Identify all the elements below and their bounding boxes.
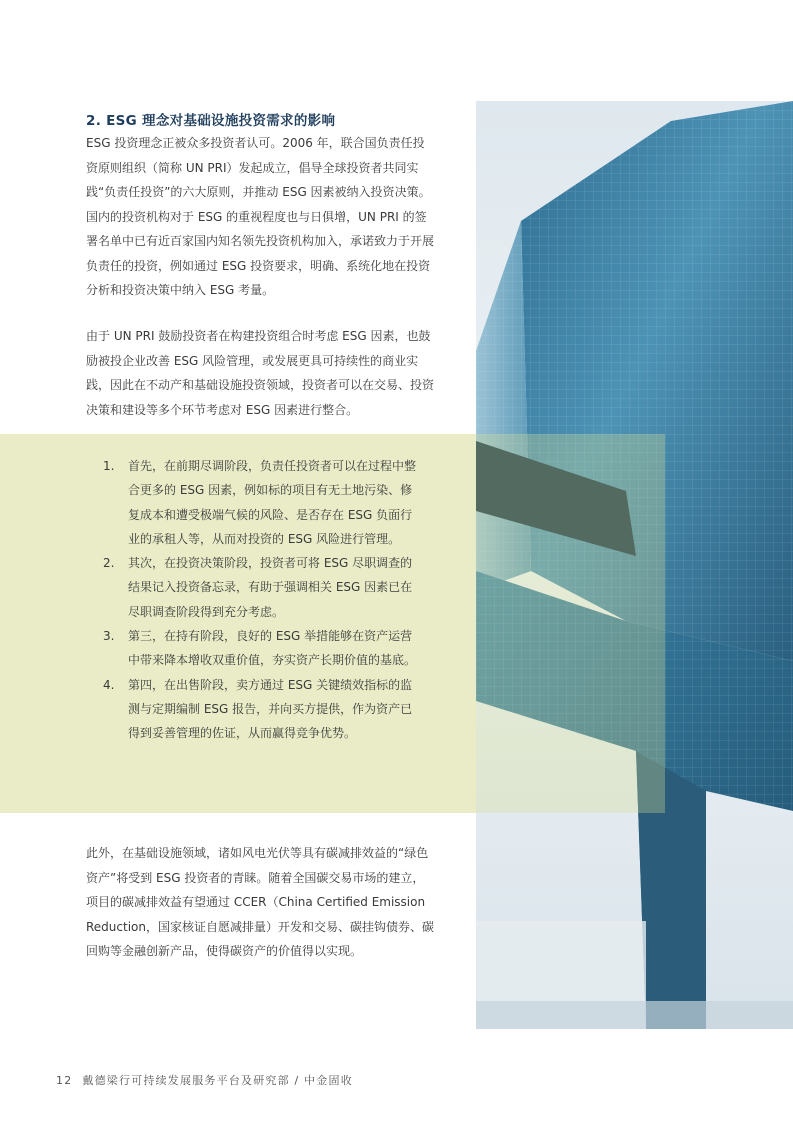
publisher-line: 戴德梁行可持续发展服务平台及研究部 / 中金固收	[82, 1074, 353, 1087]
esg-stage-list	[100, 454, 420, 746]
page-footer	[56, 1072, 353, 1088]
list-item	[100, 673, 420, 746]
list-text: 首先，在前期尽调阶段，负责任投资者可以在过程中整合更多的 ESG 因素，例如标的项目有无土地污染、修复成本和遭受极端气候的风险、是否存在 ESG 负面行业的承租人等，从而对投资的 ESG 风险进行管理。	[128, 459, 417, 546]
list-number: 2.	[103, 556, 115, 571]
list-item	[100, 551, 420, 624]
list-number: 4.	[103, 677, 115, 692]
section-heading: 2. ESG 理念对基础设施投资需求的影响	[86, 113, 336, 130]
list-text: 第四，在出售阶段，卖方通过 ESG 关键绩效指标的监测与定期编制 ESG 报告，并向买方提供，作为资产已得到妥善管理的佐证，从而赢得竞争优势。	[128, 677, 413, 741]
list-number: 3.	[103, 629, 115, 644]
page-number: 12	[56, 1074, 73, 1087]
paragraph-green-assets: 此外，在基础设施领域，诸如风电光伏等具有碳减排效益的“绿色资产”将受到 ESG 投资者的青睐。随着全国碳交易市场的建立，项目的碳减排效益有望通过 CCER（China Certified Emission Reduction，国家核证自愿减排量）开发和交易、碳挂钩债券、碳回购等金融创新产品，使得碳资产的价值得以实现。	[86, 846, 434, 958]
list-text: 其次，在投资决策阶段，投资者可将 ESG 尽职调查的结果记入投资备忘录，有助于强调相关 ESG 因素已在尽职调查阶段得到充分考虑。	[128, 556, 413, 619]
list-text: 第三，在持有阶段，良好的 ESG 举措能够在资产运营中带来降本增收双重价值，夯实资产长期价值的基底。	[128, 629, 417, 668]
list-item	[100, 454, 420, 551]
list-item	[100, 624, 420, 673]
highlight-band-overlay	[476, 434, 665, 813]
paragraph-esg-investment: ESG 投资理念正被众多投资者认可。2006 年，联合国负责任投资原则组织（简称 UN PRI）发起成立，倡导全球投资者共同实践“负责任投资”的六大原则，并推动 ESG 因素被纳入投资决策。国内的投资机构对于 ESG 的重视程度也与日俱增，UN PRI 的签署名单中已有近百家国内知名领先投资机构加入，承诺致力于开展负责任的投资，例如通过 ESG 投资要求，明确、系统化地在投资分析和投资决策中纳入 ESG 考量。	[86, 136, 435, 297]
paragraph-un-pri: 由于 UN PRI 鼓励投资者在构建投资组合时考虑 ESG 因素，也鼓励被投企业改善 ESG 风险管理，或发展更具可持续性的商业实践，因此在不动产和基础设施投资领域，投资者可以在交易、投资决策和建设等多个环节考虑对 ESG 因素进行整合。	[86, 329, 435, 417]
list-number: 1.	[103, 459, 115, 473]
